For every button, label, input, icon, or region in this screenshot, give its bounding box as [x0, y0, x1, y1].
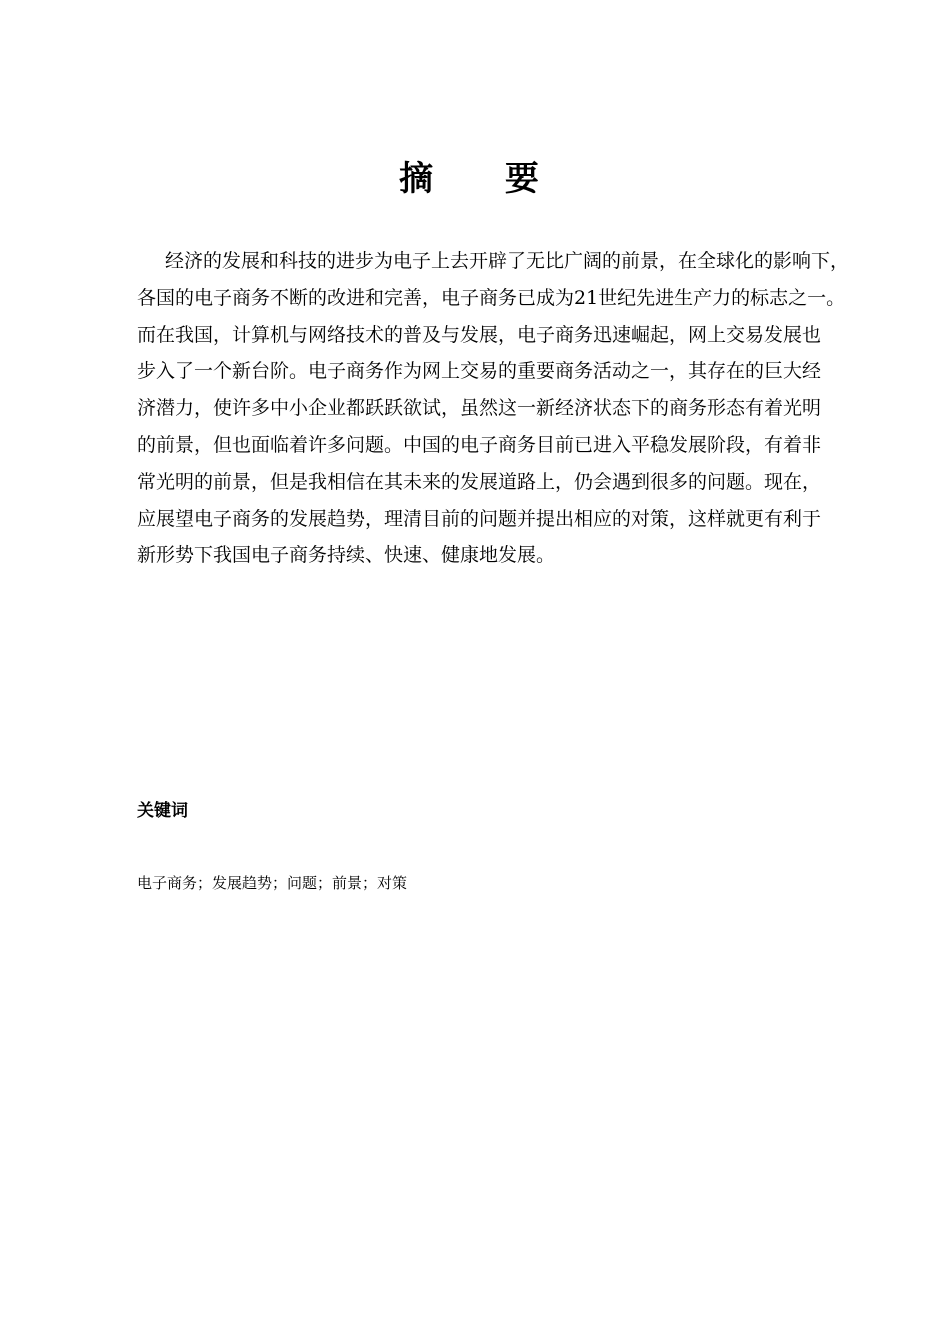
abstract-line: 新形势下我国电子商务持续、快速、健康地发展。: [137, 544, 556, 567]
abstract-line: 步入了一个新台阶。电子商务作为网上交易的重要商务活动之一，其存在的巨大经: [137, 360, 822, 383]
abstract-line: 应展望电子商务的发展趋势，理清目前的问题并提出相应的对策，这样就更有利于: [137, 507, 822, 530]
abstract-body: [137, 243, 857, 574]
abstract-line: 各国的电子商务不断的改进和完善，电子商务已成为21世纪先进生产力的标志之一。: [137, 286, 846, 309]
keywords-heading: 关键词: [137, 801, 188, 821]
abstract-title: 摘 要: [399, 159, 569, 199]
abstract-line: 济潜力，使许多中小企业都跃跃欲试，虽然这一新经济状态下的商务形态有着光明: [137, 397, 822, 420]
keywords-list: 电子商务；发展趋势；问题；前景；对策: [137, 874, 408, 892]
abstract-line: 的前景，但也面临着许多问题。中国的电子商务目前已进入平稳发展阶段，有着非: [137, 433, 822, 456]
abstract-line: 常光明的前景，但是我相信在其未来的发展道路上，仍会遇到很多的问题。现在，: [137, 470, 822, 493]
abstract-line: 经济的发展和科技的进步为电子上去开辟了无比广阔的前景，在全球化的影响下，: [165, 250, 850, 272]
abstract-line: 而在我国，计算机与网络技术的普及与发展，电子商务迅速崛起，网上交易发展也: [137, 323, 822, 346]
